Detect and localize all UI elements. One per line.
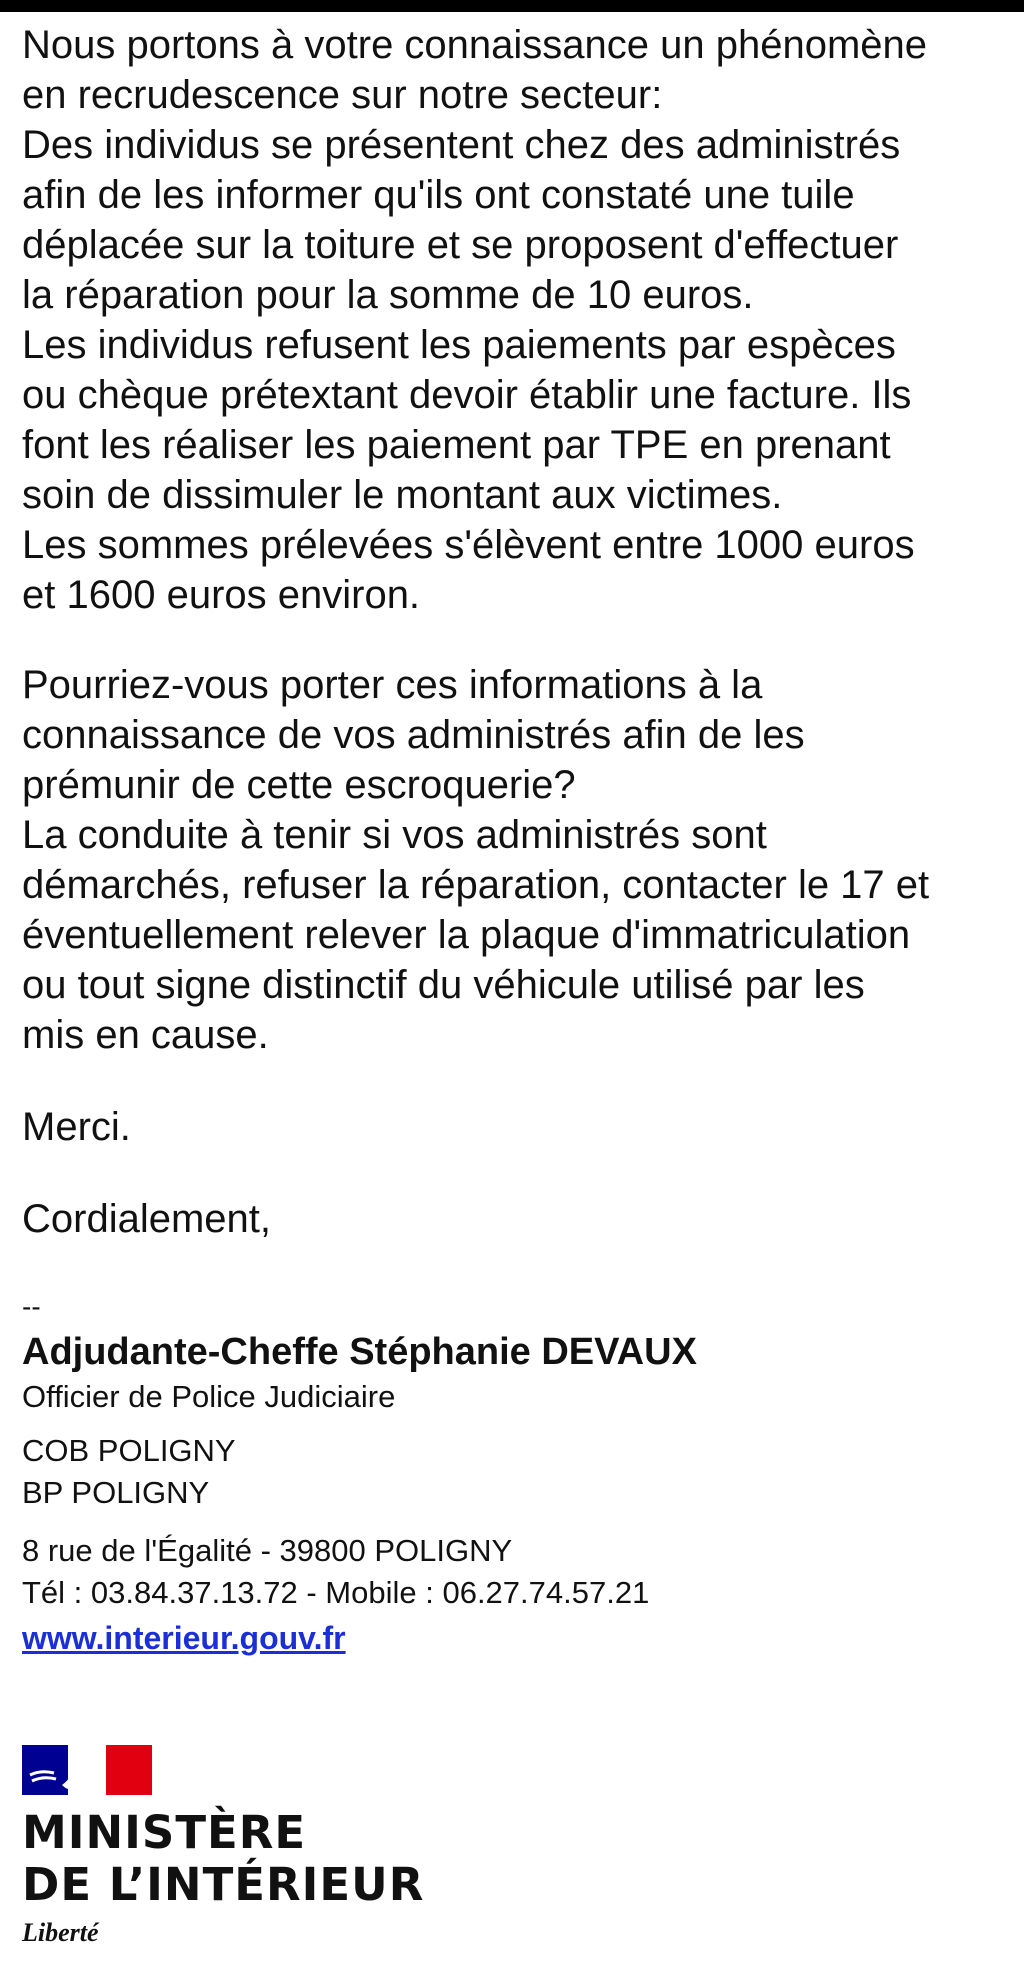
signature-unit (22, 1430, 1012, 1514)
email-closing (22, 1194, 1012, 1244)
ministry-name-line: MINISTÈRE (22, 1806, 307, 1859)
text-line: Les sommes prélevées s'élèvent entre 1000 euros (22, 523, 915, 567)
text-line: Les individus refusent les paiements par espèces (22, 323, 896, 367)
email-thanks (22, 1102, 1012, 1152)
text-line: prémunir de cette escroquerie? (22, 763, 576, 807)
text-line: la réparation pour la somme de 10 euros. (22, 273, 754, 317)
email-signature (22, 1290, 1012, 1660)
unit-line: COB POLIGNY (22, 1433, 236, 1468)
flag-blue-band (22, 1745, 68, 1795)
text-line: ou tout signe distinctif du véhicule utilisé par les (22, 963, 865, 1007)
text-line: La conduite à tenir si vos administrés sont (22, 813, 767, 857)
text-line: éventuellement relever la plaque d'immatriculation (22, 913, 911, 957)
text-line: afin de les informer qu'ils ont constaté une tuile (22, 173, 855, 217)
text-line: en recrudescence sur notre secteur: (22, 73, 663, 117)
address-line: 8 rue de l'Égalité - 39800 POLIGNY (22, 1533, 513, 1568)
text-line: Des individus se présentent chez des administrés (22, 123, 901, 167)
text-line: connaissance de vos administrés afin de les (22, 713, 805, 757)
motto-text: Liberté (22, 1918, 99, 1947)
text-line: soin de dissimuler le montant aux victimes. (22, 473, 783, 517)
text-line: Merci. (22, 1105, 131, 1149)
email-body (22, 20, 1012, 1660)
text-line: Pourriez-vous porter ces informations à la (22, 663, 763, 707)
role-text: Officier de Police Judiciaire (22, 1379, 396, 1414)
text-line: Cordialement, (22, 1197, 272, 1241)
signature-contact (22, 1530, 1012, 1614)
signature-separator: -- (22, 1291, 41, 1322)
website-link[interactable]: www.interieur.gouv.fr (22, 1620, 346, 1656)
ministry-name-line: DE L’INTÉRIEUR (22, 1858, 425, 1911)
flag-red-band (106, 1745, 152, 1795)
signature-name: Adjudante-Cheffe Stéphanie DEVAUX (22, 1331, 697, 1373)
ministry-name (22, 1807, 424, 1911)
text-line: ou chèque prétextant devoir établir une facture. Ils (22, 373, 912, 417)
marianne-flag-logo (22, 1745, 152, 1795)
ministry-logo (22, 1745, 424, 1951)
text-line: déplacée sur la toiture et se proposent d'effectuer (22, 223, 899, 267)
text-line: mis en cause. (22, 1013, 269, 1057)
text-line: démarchés, refuser la réparation, contacter le 17 et (22, 863, 930, 907)
signature-role (22, 1376, 1012, 1418)
text-line: Nous portons à votre connaissance un phénomène (22, 23, 928, 67)
text-line: font les réaliser les paiement par TPE en prenant (22, 423, 891, 467)
email-paragraph-2 (22, 660, 1012, 1060)
text-line: et 1600 euros environ. (22, 573, 421, 617)
phone-line: Tél : 03.84.37.13.72 - Mobile : 06.27.74.57.21 (22, 1575, 650, 1610)
status-bar-edge (0, 0, 1024, 12)
unit-line: BP POLIGNY (22, 1475, 210, 1510)
email-paragraph-1 (22, 20, 1012, 620)
